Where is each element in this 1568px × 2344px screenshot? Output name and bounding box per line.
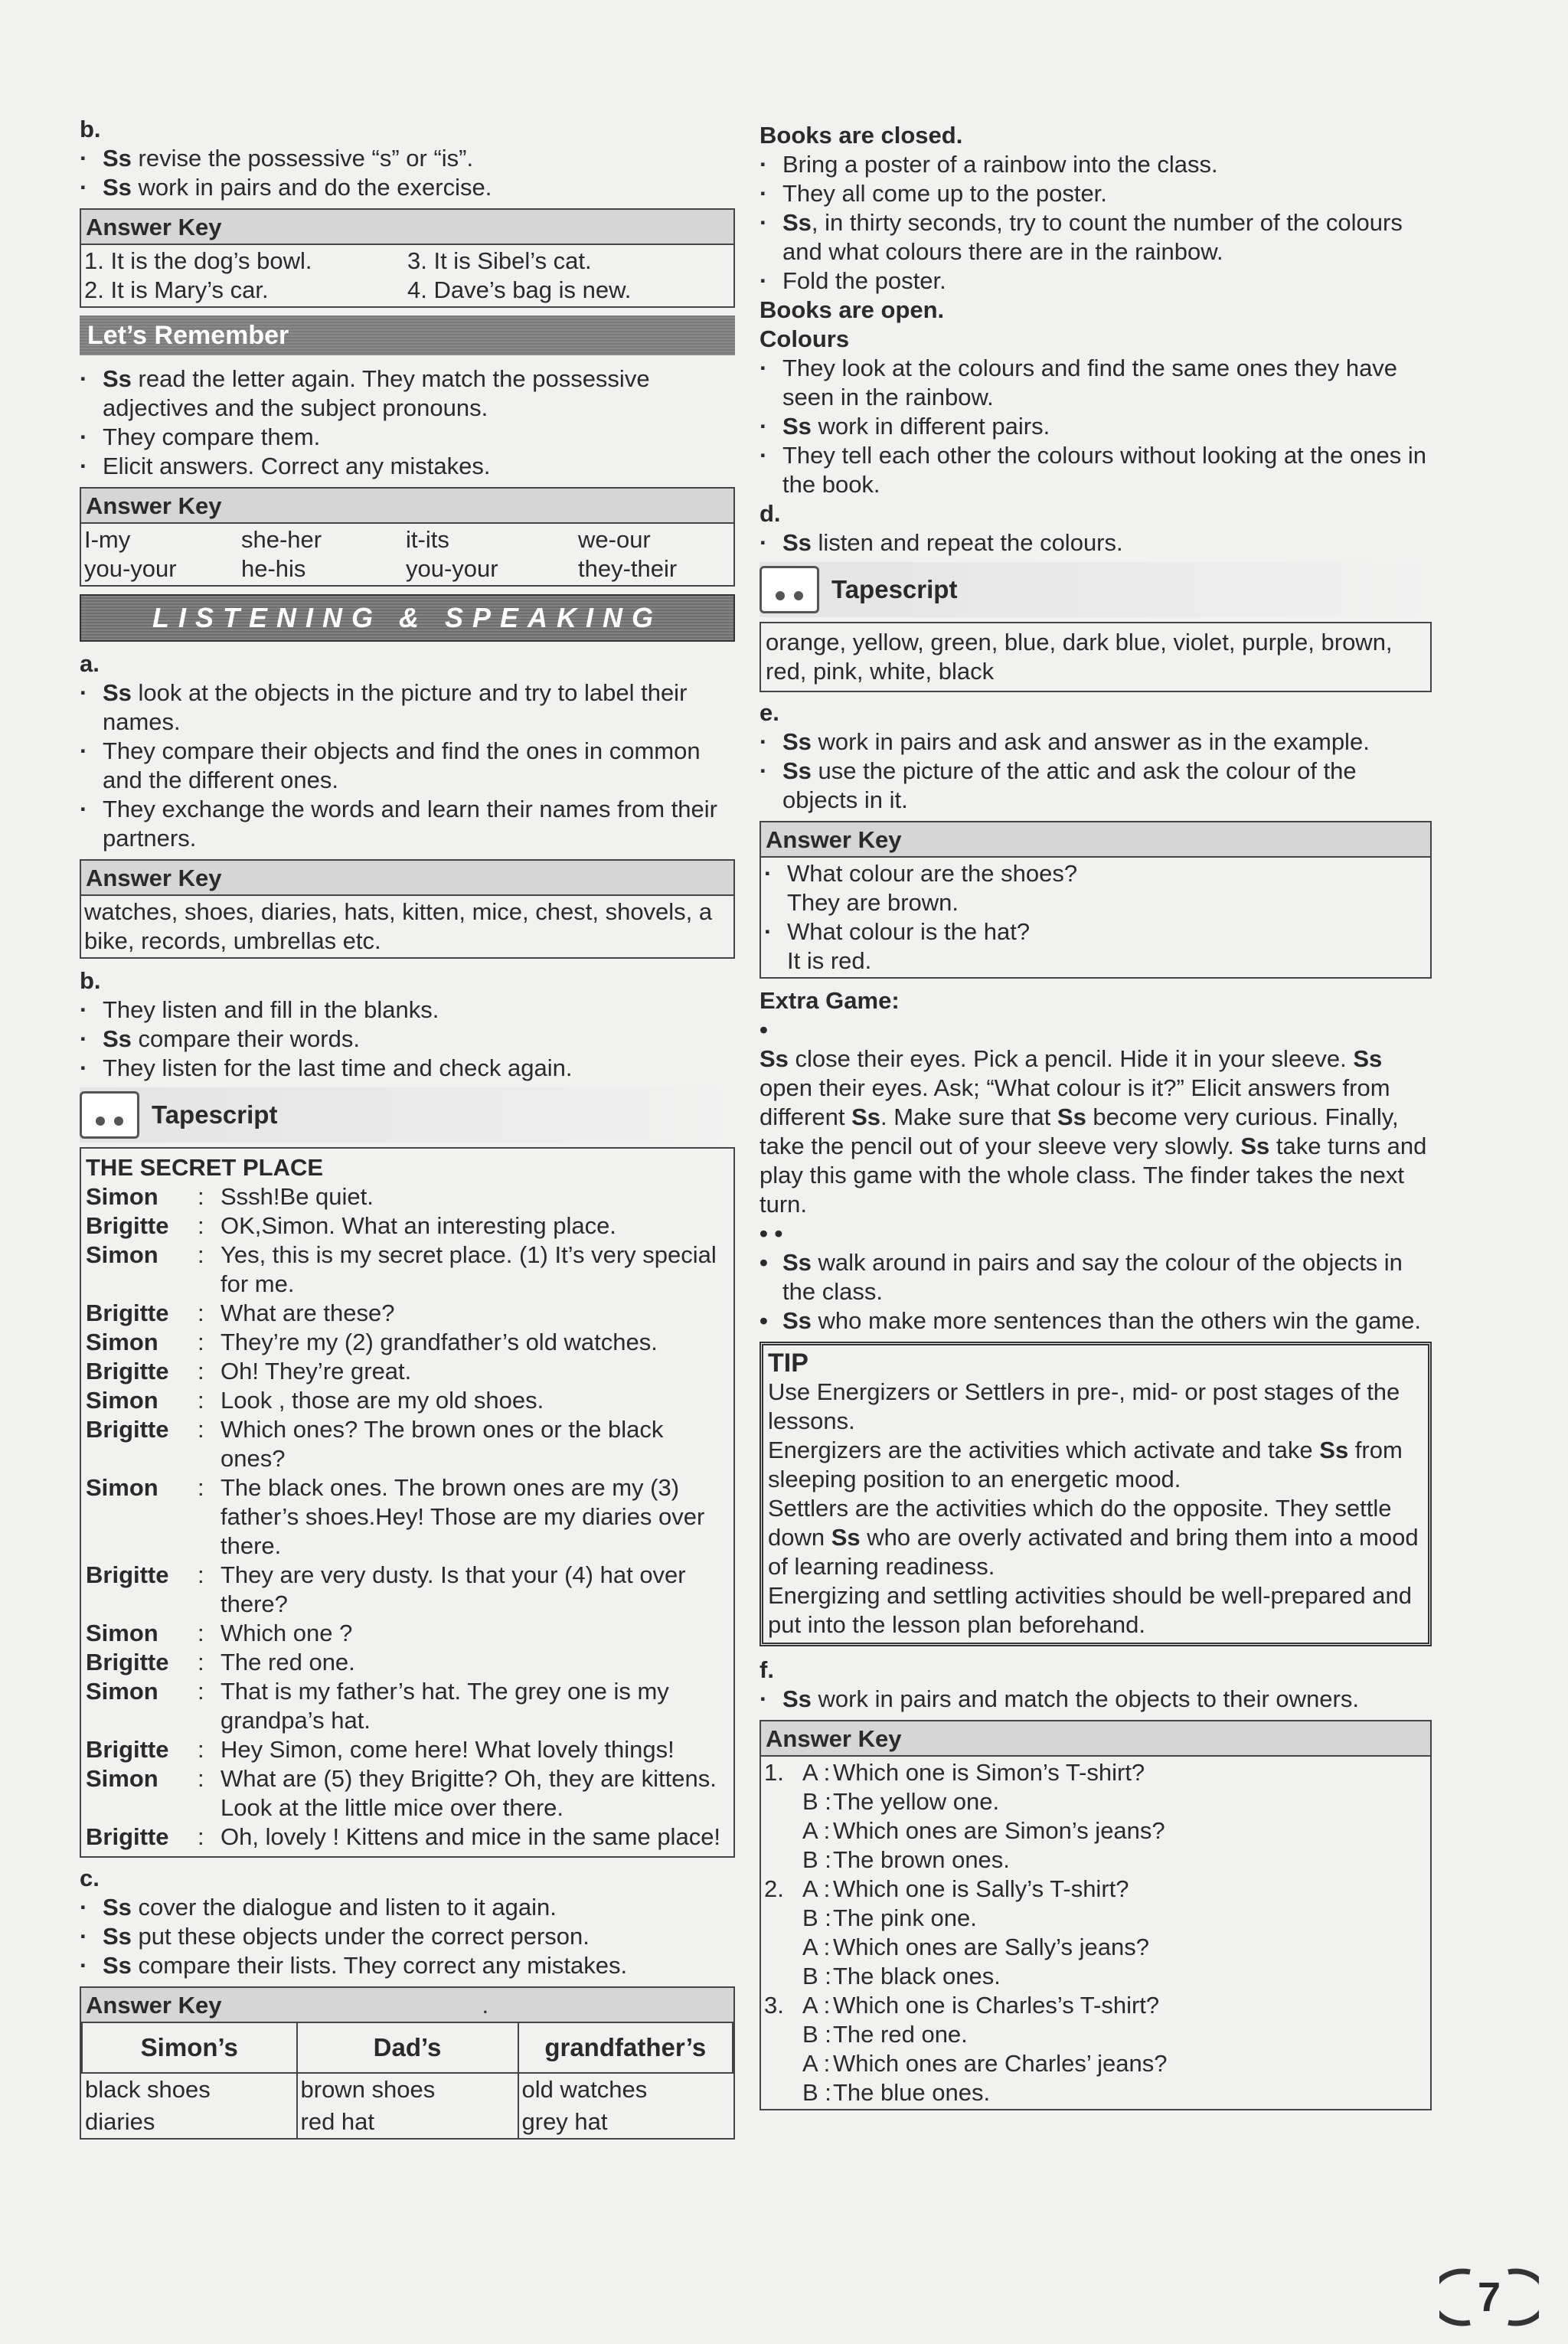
bullet-list — [80, 995, 735, 1083]
section-label: f. — [760, 1656, 774, 1683]
answer-key-box — [760, 821, 1432, 979]
bullet-bold: Ss — [782, 1307, 812, 1334]
speaker-letter: B : — [802, 1904, 831, 1931]
item-number — [764, 1845, 802, 1875]
bullet-item — [760, 266, 1432, 296]
item-number: 3. — [764, 1992, 784, 2019]
dialog-text: Which ones are Simon’s jeans? — [833, 1817, 1165, 1844]
speaker-text: : The black ones. The brown ones are my (3) father’s shoes.Hey! Those are my diaries over there. — [198, 1473, 729, 1561]
answer-cell: he-his — [241, 555, 306, 582]
speaker-letter: A : — [802, 1759, 831, 1786]
tip-text-part: Ss — [831, 1524, 861, 1551]
bullet-bold: Ss — [103, 174, 132, 201]
speaker-text: : That is my father’s hat. The grey one is my grandpa’s hat. — [198, 1677, 729, 1735]
paragraph-text: become very curious. Finally, take the pencil out of your sleeve very slowly. — [760, 1103, 1399, 1159]
dialog-text: Which one is Sally’s T-shirt? — [833, 1875, 1129, 1902]
dialog-text: The red one. — [833, 2021, 968, 2048]
bullet-text: cover the dialogue and listen to it again. — [131, 1894, 557, 1921]
bullet-list — [760, 1248, 1432, 1335]
table-cell: red hat — [297, 2106, 518, 2138]
answer-cell: she-her — [241, 526, 322, 553]
bullet-text: use the picture of the attic and ask the colour of the objects in it. — [782, 757, 1357, 813]
tapescript-header — [80, 1087, 735, 1143]
speaker-text: : They’re my (2) grandfather’s old watches. — [198, 1328, 729, 1357]
dialogue-line — [86, 1357, 729, 1386]
tip-box — [760, 1342, 1432, 1646]
bullet-bold: Ss — [782, 757, 812, 784]
bullet-text: They compare their objects and find the ones in common and the different ones. — [103, 737, 701, 793]
paragraph-text: close their eyes. Pick a pencil. Hide it in your sleeve. — [788, 1045, 1354, 1072]
paragraph-text: . Make sure that — [880, 1103, 1057, 1130]
dialogue-line — [86, 1677, 729, 1735]
section-label: Extra Game: — [760, 987, 900, 1014]
bullet-item — [80, 1893, 735, 1922]
section-label: c. — [80, 1865, 100, 1891]
paragraph-text: take turns and play this game with the whole class. The finder takes the next turn. — [760, 1133, 1427, 1218]
speaker-text: : What are (5) they Brigitte? Oh, they are kittens. Look at the little mice over there. — [198, 1764, 729, 1823]
dialogue-line — [86, 1328, 729, 1357]
section-label: a. — [80, 650, 100, 677]
answer-text: They are brown. — [787, 889, 959, 916]
bullet-item — [80, 795, 735, 853]
speaker-name: Brigitte — [86, 1416, 169, 1443]
bullet-text: compare their words. — [131, 1025, 360, 1052]
dialogue-line — [86, 1386, 729, 1415]
stray-dot: . — [482, 1992, 489, 2019]
dialogue-line — [86, 1299, 729, 1328]
item-number — [764, 2049, 802, 2078]
dialog-text: The blue ones. — [833, 2079, 991, 2106]
speaker-name: Brigitte — [86, 1212, 169, 1239]
answer-key-text: watches, shoes, diaries, hats, kitten, mice, chest, shovels, a bike, records, umbrellas etc. — [84, 898, 713, 954]
bullet-item — [760, 208, 1432, 266]
speaker-text: : Which one ? — [198, 1619, 729, 1648]
speaker-text: : OK,Simon. What an interesting place. — [198, 1211, 729, 1241]
answer-key-grid — [81, 245, 733, 306]
item-number: 1. — [764, 1759, 784, 1786]
answer-cell: 4. Dave’s bag is new. — [407, 276, 632, 303]
bullet-bold: Ss — [782, 1249, 812, 1276]
answer-cell: I-my — [84, 526, 131, 553]
speaker-name: Simon — [86, 1765, 158, 1792]
bullet-item — [760, 441, 1432, 499]
answer-question — [764, 859, 1427, 888]
dialog-text: The yellow one. — [833, 1788, 1000, 1815]
speaker-letter: B : — [802, 2079, 831, 2106]
bullet-bold: Ss — [782, 209, 812, 236]
table-row — [82, 2106, 733, 2138]
item-number: 2. — [764, 1875, 784, 1902]
tip-text-part: Use Energizers or Settlers in pre-, mid- or post stages of the lessons. — [768, 1378, 1400, 1434]
dialogue-line — [86, 1561, 729, 1619]
tip-text-part: Settlers are the activities which do the opposite. They settle down — [768, 1495, 1392, 1551]
dialogue-line — [86, 1764, 729, 1823]
speaker-name: Simon — [86, 1387, 158, 1414]
answer-cell: we-our — [578, 526, 651, 553]
speaker-name: Brigitte — [86, 1736, 169, 1763]
bullet-item — [80, 678, 735, 737]
speaker-name: Simon — [86, 1474, 158, 1501]
bullet-item — [80, 173, 735, 202]
tapescript-heading: THE SECRET PLACE — [86, 1154, 324, 1181]
bullet-item — [760, 727, 1432, 757]
bullet-bold: Ss — [103, 679, 132, 706]
bullet-list — [80, 365, 735, 481]
bullet-text: , in thirty seconds, try to count the number of the colours and what colours there are in the rainbow. — [782, 209, 1403, 265]
speaker-text: : Yes, this is my secret place. (1) It’s very special for me. — [198, 1241, 729, 1299]
table-cell: brown shoes — [297, 2073, 518, 2106]
speaker-text: : They are very dusty. Is that your (4) hat over there? — [198, 1561, 729, 1619]
answer-cell: you-your — [84, 555, 177, 582]
tapescript-title: Tapescript — [152, 1100, 278, 1129]
bullet-text: revise the possessive “s” or “is”. — [131, 145, 474, 172]
speaker-letter: B : — [802, 1963, 831, 1989]
bullet-bold: Ss — [782, 728, 812, 755]
dialogue-line — [86, 1415, 729, 1473]
dialog-text: Which one is Simon’s T-shirt? — [833, 1759, 1145, 1786]
table-cell: old watches — [518, 2073, 733, 2106]
bullet-text: Fold the poster. — [782, 267, 946, 294]
bullet-item — [80, 737, 735, 795]
table-row — [82, 2073, 733, 2106]
bullet-bold: Ss — [103, 1923, 132, 1950]
question-text: What colour are the shoes? — [787, 860, 1078, 887]
answer-key-heading — [81, 1988, 733, 2023]
bullet-item — [80, 995, 735, 1025]
dialogue-line — [86, 1211, 729, 1241]
answer-question — [764, 917, 1427, 946]
speaker-letter: A : — [802, 1992, 831, 2019]
bullet-list — [80, 678, 735, 853]
dialog-text: Which ones are Charles’ jeans? — [833, 2050, 1168, 2077]
bullet-bold: Ss — [782, 413, 812, 440]
tip-text-part: who are overly activated and bring them into a mood of learning readiness. — [768, 1524, 1419, 1580]
answer-cell: 2. It is Mary’s car. — [84, 276, 269, 303]
answer-key-table — [81, 2023, 733, 2138]
column-header: Dad’s — [297, 2023, 518, 2073]
bullet-text: listen and repeat the colours. — [811, 529, 1123, 556]
section-label: e. — [760, 699, 779, 726]
tip-text-part: from sleeping position to an energetic mood. — [768, 1437, 1403, 1492]
bold-text: Ss — [851, 1103, 880, 1130]
bullet-bold: Ss — [103, 145, 132, 172]
bullet-item — [80, 1025, 735, 1054]
bullet-list — [80, 144, 735, 202]
answer-key-heading: Answer Key — [761, 822, 1430, 858]
item-number — [764, 2078, 802, 2107]
bullet-item — [760, 1685, 1432, 1714]
section-label: b. — [80, 967, 101, 994]
bullet-text: They look at the colours and find the same ones they have seen in the rainbow. — [782, 355, 1398, 410]
dialogue-line — [86, 1619, 729, 1648]
tip-text — [768, 1378, 1423, 1639]
dialogue-line — [86, 1473, 729, 1561]
level-dots: • — [760, 1016, 768, 1043]
answer-key-heading-text: Answer Key — [86, 1992, 222, 2019]
bullet-item — [760, 150, 1432, 179]
speaker-name: Brigitte — [86, 1649, 169, 1675]
speaker-text: : Look , those are my old shoes. — [198, 1386, 729, 1415]
bullet-bold: Ss — [782, 1685, 812, 1712]
column-header: grandfather’s — [518, 2023, 733, 2073]
bullet-text: They listen for the last time and check again. — [103, 1054, 573, 1081]
answer-key-grid — [81, 524, 733, 585]
tip-text-part: Energizers are the activities which activate and take — [768, 1437, 1320, 1463]
speaker-name: Simon — [86, 1241, 158, 1268]
bullet-item — [80, 423, 735, 452]
dialogue-line — [86, 1241, 729, 1299]
bullet-text: Bring a poster of a rainbow into the class. — [782, 151, 1218, 178]
bullet-text: work in pairs and do the exercise. — [131, 174, 492, 201]
tapescript-box — [80, 1147, 735, 1858]
bullet-item — [80, 1054, 735, 1083]
answer-cell: 3. It is Sibel’s cat. — [407, 247, 592, 274]
speaker-letter: A : — [802, 1934, 831, 1960]
bullet-item — [760, 1306, 1432, 1335]
dialogue — [86, 1182, 729, 1852]
page-number — [1439, 2263, 1539, 2332]
bullet-text: put these objects under the correct person. — [131, 1923, 590, 1950]
paragraph-text: open their eyes. Ask; “What colour is it?” Elicit answers from different — [760, 1074, 1390, 1130]
bullet-bold: Ss — [782, 529, 812, 556]
bullet-item — [80, 1951, 735, 1980]
speaker-letter: B : — [802, 2021, 831, 2048]
bold-text: Ss — [1240, 1133, 1270, 1159]
speaker-name: Brigitte — [86, 1561, 169, 1588]
table-cell: black shoes — [85, 2076, 211, 2103]
answer-cell: you-your — [406, 555, 498, 582]
answer-text: It is red. — [787, 947, 872, 974]
answer-key-heading: Answer Key — [761, 1721, 1430, 1757]
bullet-list — [760, 528, 1432, 557]
answer-cell: 1. It is the dog’s bowl. — [84, 247, 312, 274]
bullet-item — [760, 412, 1432, 441]
bullet-text: They tell each other the colours without looking at the ones in the book. — [782, 442, 1426, 498]
answer-cell: they-their — [578, 555, 678, 582]
extra-game-paragraph — [760, 1045, 1432, 1219]
speaker-text: : The red one. — [198, 1648, 729, 1677]
tapescript-box: orange, yellow, green, blue, dark blue, violet, purple, brown, red, pink, white, black — [760, 622, 1432, 692]
item-number — [764, 1933, 802, 1962]
bullet-text: They all come up to the poster. — [782, 180, 1107, 207]
lets-remember-banner: Let’s Remember — [80, 315, 735, 355]
answer-key-dialog — [761, 1757, 1430, 2109]
answer-key-heading: Answer Key — [81, 210, 733, 245]
tip-text-part: Ss — [1319, 1437, 1349, 1463]
bullet-list — [760, 727, 1432, 815]
answer-key-box — [80, 1986, 735, 2140]
bullet-bold: Ss — [103, 1952, 132, 1979]
dialogue-line — [86, 1182, 729, 1211]
bullet-item — [80, 452, 735, 481]
speaker-text: : Which ones? The brown ones or the black ones? — [198, 1415, 729, 1473]
bullet-item — [80, 365, 735, 423]
question-text: What colour is the hat? — [787, 918, 1031, 945]
speaker-name: Brigitte — [86, 1358, 169, 1384]
answer-key-box — [760, 1720, 1432, 2110]
answer-key-box — [80, 208, 735, 308]
answer-cell: it-its — [406, 526, 449, 553]
speaker-name: Simon — [86, 1620, 158, 1646]
answer-key-heading: Answer Key — [81, 861, 733, 896]
section-label: Books are open. — [760, 296, 945, 323]
speaker-name: Simon — [86, 1329, 158, 1355]
bullet-list — [760, 354, 1432, 499]
speaker-name: Simon — [86, 1183, 158, 1210]
speaker-letter: A : — [802, 1817, 831, 1844]
answer-key-list — [761, 858, 1430, 977]
speaker-text: : Oh! They’re great. — [198, 1357, 729, 1386]
speaker-name: Brigitte — [86, 1823, 169, 1850]
dialog-text: The black ones. — [833, 1963, 1001, 1989]
bullet-text: work in different pairs. — [811, 413, 1050, 440]
section-label: d. — [760, 500, 781, 527]
tip-text-part: Energizing and settling activities should be well-prepared and put into the lesson plan beforehand. — [768, 1582, 1412, 1638]
cassette-icon — [760, 566, 819, 613]
bullet-text: work in pairs and ask and answer as in the example. — [811, 728, 1370, 755]
bullet-text: work in pairs and match the objects to their owners. — [811, 1685, 1359, 1712]
bullet-item — [760, 179, 1432, 208]
table-cell: diaries — [85, 2108, 155, 2135]
page-number-text: 7 — [1477, 2274, 1501, 2320]
bullet-item — [760, 354, 1432, 412]
bold-text: Ss — [760, 1045, 789, 1072]
tip-heading: TIP — [768, 1349, 808, 1378]
speaker-letter: A : — [802, 2050, 831, 2077]
bullet-list — [760, 1685, 1432, 1714]
dialog-text: Which ones are Sally’s jeans? — [833, 1934, 1149, 1960]
item-number — [764, 2020, 802, 2049]
dialogue-line — [86, 1648, 729, 1677]
item-number — [764, 1787, 802, 1816]
bold-text: Ss — [1353, 1045, 1383, 1072]
item-number — [764, 1904, 802, 1933]
bullet-text: look at the objects in the picture and try to label their names. — [103, 679, 688, 735]
speaker-text: : Sssh!Be quiet. — [198, 1182, 729, 1211]
bullet-item — [80, 144, 735, 173]
bullet-text: Elicit answers. Correct any mistakes. — [103, 453, 491, 479]
dialogue-line — [86, 1735, 729, 1764]
bullet-text: read the letter again. They match the possessive adjectives and the subject pronouns. — [103, 365, 650, 421]
speaker-text: : Oh, lovely ! Kittens and mice in the same place! — [198, 1823, 729, 1852]
tapescript-title: Tapescript — [831, 575, 958, 603]
dialog-text: The brown ones. — [833, 1846, 1010, 1873]
speaker-letter: B : — [802, 1846, 831, 1873]
bullet-list — [760, 150, 1432, 296]
bullet-list — [80, 1893, 735, 1980]
bullet-item — [760, 1248, 1432, 1306]
speaker-name: Simon — [86, 1678, 158, 1705]
bullet-bold: Ss — [103, 1025, 132, 1052]
speaker-letter: A : — [802, 1875, 831, 1902]
subsection-label: Colours — [760, 325, 850, 352]
dialogue-line — [86, 1823, 729, 1852]
bullet-item — [760, 757, 1432, 815]
item-number — [764, 1962, 802, 1991]
answer-key-box — [80, 487, 735, 587]
section-label: b. — [80, 116, 101, 142]
bullet-bold: Ss — [103, 365, 132, 392]
dialog-text: Which one is Charles’s T-shirt? — [833, 1992, 1160, 2019]
right-column — [760, 121, 1432, 2118]
bullet-text: compare their lists. They correct any mistakes. — [131, 1952, 628, 1979]
tapescript-header — [760, 562, 1432, 617]
column-header: Simon’s — [82, 2023, 297, 2073]
answer-key-heading: Answer Key — [81, 489, 733, 524]
bullet-item — [760, 528, 1432, 557]
level-dots: • • — [760, 1220, 783, 1247]
speaker-text: : Hey Simon, come here! What lovely things! — [198, 1735, 729, 1764]
cassette-icon — [80, 1091, 139, 1139]
bullet-text: walk around in pairs and say the colour of the objects in the class. — [782, 1249, 1403, 1305]
item-number — [764, 1816, 802, 1845]
bold-text: Ss — [1057, 1103, 1086, 1130]
dialog-text: The pink one. — [833, 1904, 977, 1931]
listening-speaking-banner: LISTENING & SPEAKING — [80, 594, 735, 642]
speaker-name: Brigitte — [86, 1299, 169, 1326]
bullet-bold: Ss — [103, 1894, 132, 1921]
section-label: Books are closed. — [760, 122, 963, 149]
left-column — [80, 115, 735, 2147]
speaker-letter: B : — [802, 1788, 831, 1815]
bullet-text: who make more sentences than the others win the game. — [811, 1307, 1422, 1334]
answer-key-box — [80, 859, 735, 959]
bullet-text: They compare them. — [103, 423, 321, 450]
bullet-text: They exchange the words and learn their names from their partners. — [103, 796, 717, 852]
bullet-text: They listen and fill in the blanks. — [103, 996, 439, 1023]
bullet-item — [80, 1922, 735, 1951]
speaker-text: : What are these? — [198, 1299, 729, 1328]
table-cell: grey hat — [518, 2106, 733, 2138]
